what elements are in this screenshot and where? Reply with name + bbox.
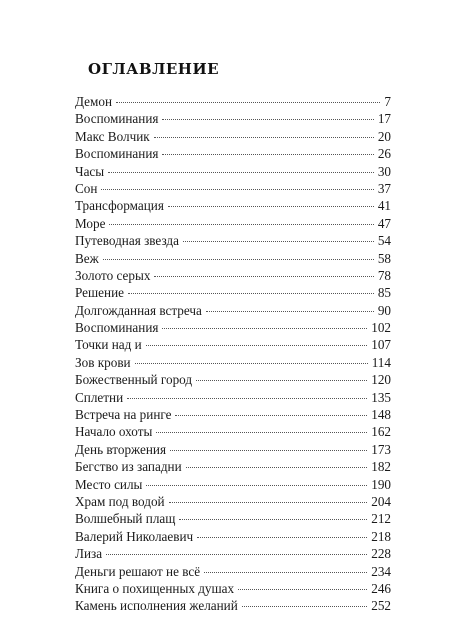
toc-entry-title: Деньги решают не всё (75, 563, 201, 579)
dot-leader (106, 554, 367, 555)
toc-entry-title: Демон (75, 94, 113, 109)
dot-leader (197, 537, 367, 538)
toc-entry-title: Долгожданная встреча (75, 302, 202, 318)
toc-entry (75, 163, 391, 180)
toc-entry (75, 267, 391, 284)
toc-entry-title: Трансформация (75, 198, 164, 214)
toc-entry-page: 37 (377, 180, 391, 196)
toc-entry-page: 54 (377, 233, 391, 249)
toc-entry-title: Встреча на ринге (75, 407, 172, 423)
toc-entry-title: День вторжения (75, 441, 167, 457)
toc-entry (75, 389, 391, 406)
toc-entry (75, 110, 391, 127)
toc-entry-page: 135 (371, 389, 391, 405)
toc-entry (75, 215, 391, 232)
toc-entry-page: 120 (371, 372, 391, 388)
dot-leader (146, 485, 367, 486)
toc-entry-page: 58 (377, 250, 391, 266)
toc-entry-page: 90 (377, 302, 391, 318)
toc-entry-page: 162 (371, 424, 391, 440)
toc-entry-page: 78 (377, 267, 391, 283)
toc-entry-title: Решение (75, 285, 124, 301)
toc-entry-page: 218 (371, 528, 391, 544)
dot-leader (156, 432, 367, 433)
dot-leader (162, 328, 367, 329)
toc-entry (75, 545, 391, 562)
toc-entry-page: 102 (371, 320, 391, 336)
toc-entry-title: Камень исполнения желаний (75, 598, 238, 614)
toc-entry-page: 173 (371, 441, 391, 457)
toc-entry (75, 423, 391, 440)
toc-entry-page: 182 (371, 459, 391, 475)
toc-entry-title: Валерий Николаевич (75, 528, 194, 544)
toc-entry (75, 250, 391, 267)
toc-entry (75, 458, 391, 475)
toc-entry-page: 252 (371, 598, 391, 614)
toc-entry (75, 528, 391, 545)
toc-entry-title: Начало охоты (75, 424, 153, 440)
toc-entry-title: Море (75, 215, 106, 231)
dot-leader (179, 519, 367, 520)
toc-entry-title: Точки над и (75, 337, 142, 353)
dot-leader (103, 259, 374, 260)
dot-leader (128, 293, 374, 294)
toc-entry (75, 197, 391, 214)
dot-leader (108, 172, 374, 173)
toc-entry-title: Сплетни (75, 389, 124, 405)
toc-entry-title: Часы (75, 163, 105, 179)
toc-entry-title: Божественный город (75, 372, 193, 388)
toc-entry-page: 204 (371, 493, 391, 509)
toc-entry-title: Место силы (75, 476, 143, 492)
dot-leader (242, 606, 367, 607)
toc-entry-title: Волшебный плащ (75, 511, 176, 527)
dot-leader (196, 380, 367, 381)
toc-entry (75, 406, 391, 423)
toc-entry-title: Лиза (75, 546, 103, 562)
toc-entry (75, 302, 391, 319)
dot-leader (204, 572, 367, 573)
toc-entry-page: 7 (384, 94, 391, 109)
toc-entry (75, 476, 391, 493)
toc-entry-title: Зов крови (75, 354, 131, 370)
dot-leader (183, 241, 374, 242)
toc-entry-page: 148 (371, 407, 391, 423)
toc-entry-title: Бегство из западни (75, 459, 182, 475)
toc-entry-page: 228 (371, 546, 391, 562)
dot-leader (168, 206, 374, 207)
toc-entry (75, 145, 391, 162)
toc-entry-title: Воспоминания (75, 146, 159, 162)
dot-leader (146, 345, 368, 346)
toc-entry-page: 212 (371, 511, 391, 527)
toc-entry (75, 371, 391, 388)
toc-entry-page: 41 (377, 198, 391, 214)
toc-entry-title: Сон (75, 180, 98, 196)
toc-entry-title: Золото серых (75, 267, 151, 283)
toc-entry (75, 336, 391, 353)
toc-entry-page: 107 (371, 337, 391, 353)
toc-entry-title: Воспоминания (75, 320, 159, 336)
toc-entry (75, 493, 391, 510)
toc-entry-page: 47 (377, 215, 391, 231)
toc-entry-title: Макс Волчик (75, 128, 150, 144)
toc-entry-title: Воспоминания (75, 111, 159, 127)
dot-leader (162, 119, 373, 120)
toc-entry (75, 441, 391, 458)
toc-entry-page: 234 (371, 563, 391, 579)
dot-leader (101, 189, 373, 190)
table-of-contents (75, 93, 391, 615)
toc-entry-page: 30 (377, 163, 391, 179)
toc-entry (75, 128, 391, 145)
page-title: оглавление (88, 54, 220, 79)
toc-entry (75, 319, 391, 336)
toc-entry-title: Веж (75, 250, 99, 266)
dot-leader (186, 467, 368, 468)
dot-leader (135, 363, 368, 364)
toc-entry (75, 354, 391, 371)
toc-entry-page: 114 (371, 354, 391, 370)
toc-entry (75, 180, 391, 197)
toc-entry-page: 190 (371, 476, 391, 492)
dot-leader (175, 415, 367, 416)
toc-entry-page: 85 (377, 285, 391, 301)
dot-leader (162, 154, 373, 155)
dot-leader (154, 137, 374, 138)
toc-entry-title: Путеводная звезда (75, 233, 179, 249)
dot-leader (154, 276, 373, 277)
toc-entry (75, 563, 391, 580)
toc-entry (75, 597, 391, 614)
toc-entry (75, 232, 391, 249)
toc-entry-page: 20 (377, 128, 391, 144)
dot-leader (170, 450, 367, 451)
toc-entry (75, 93, 391, 110)
toc-entry-title: Книга о похищенных душах (75, 580, 235, 596)
toc-entry-page: 17 (377, 111, 391, 127)
dot-leader (127, 398, 367, 399)
toc-entry-page: 26 (377, 146, 391, 162)
dot-leader (116, 102, 380, 103)
toc-entry (75, 510, 391, 527)
dot-leader (206, 311, 374, 312)
toc-entry (75, 580, 391, 597)
dot-leader (238, 589, 367, 590)
dot-leader (169, 502, 368, 503)
dot-leader (109, 224, 373, 225)
toc-entry-title: Храм под водой (75, 493, 165, 509)
toc-entry-page: 246 (371, 580, 391, 596)
toc-entry (75, 284, 391, 301)
